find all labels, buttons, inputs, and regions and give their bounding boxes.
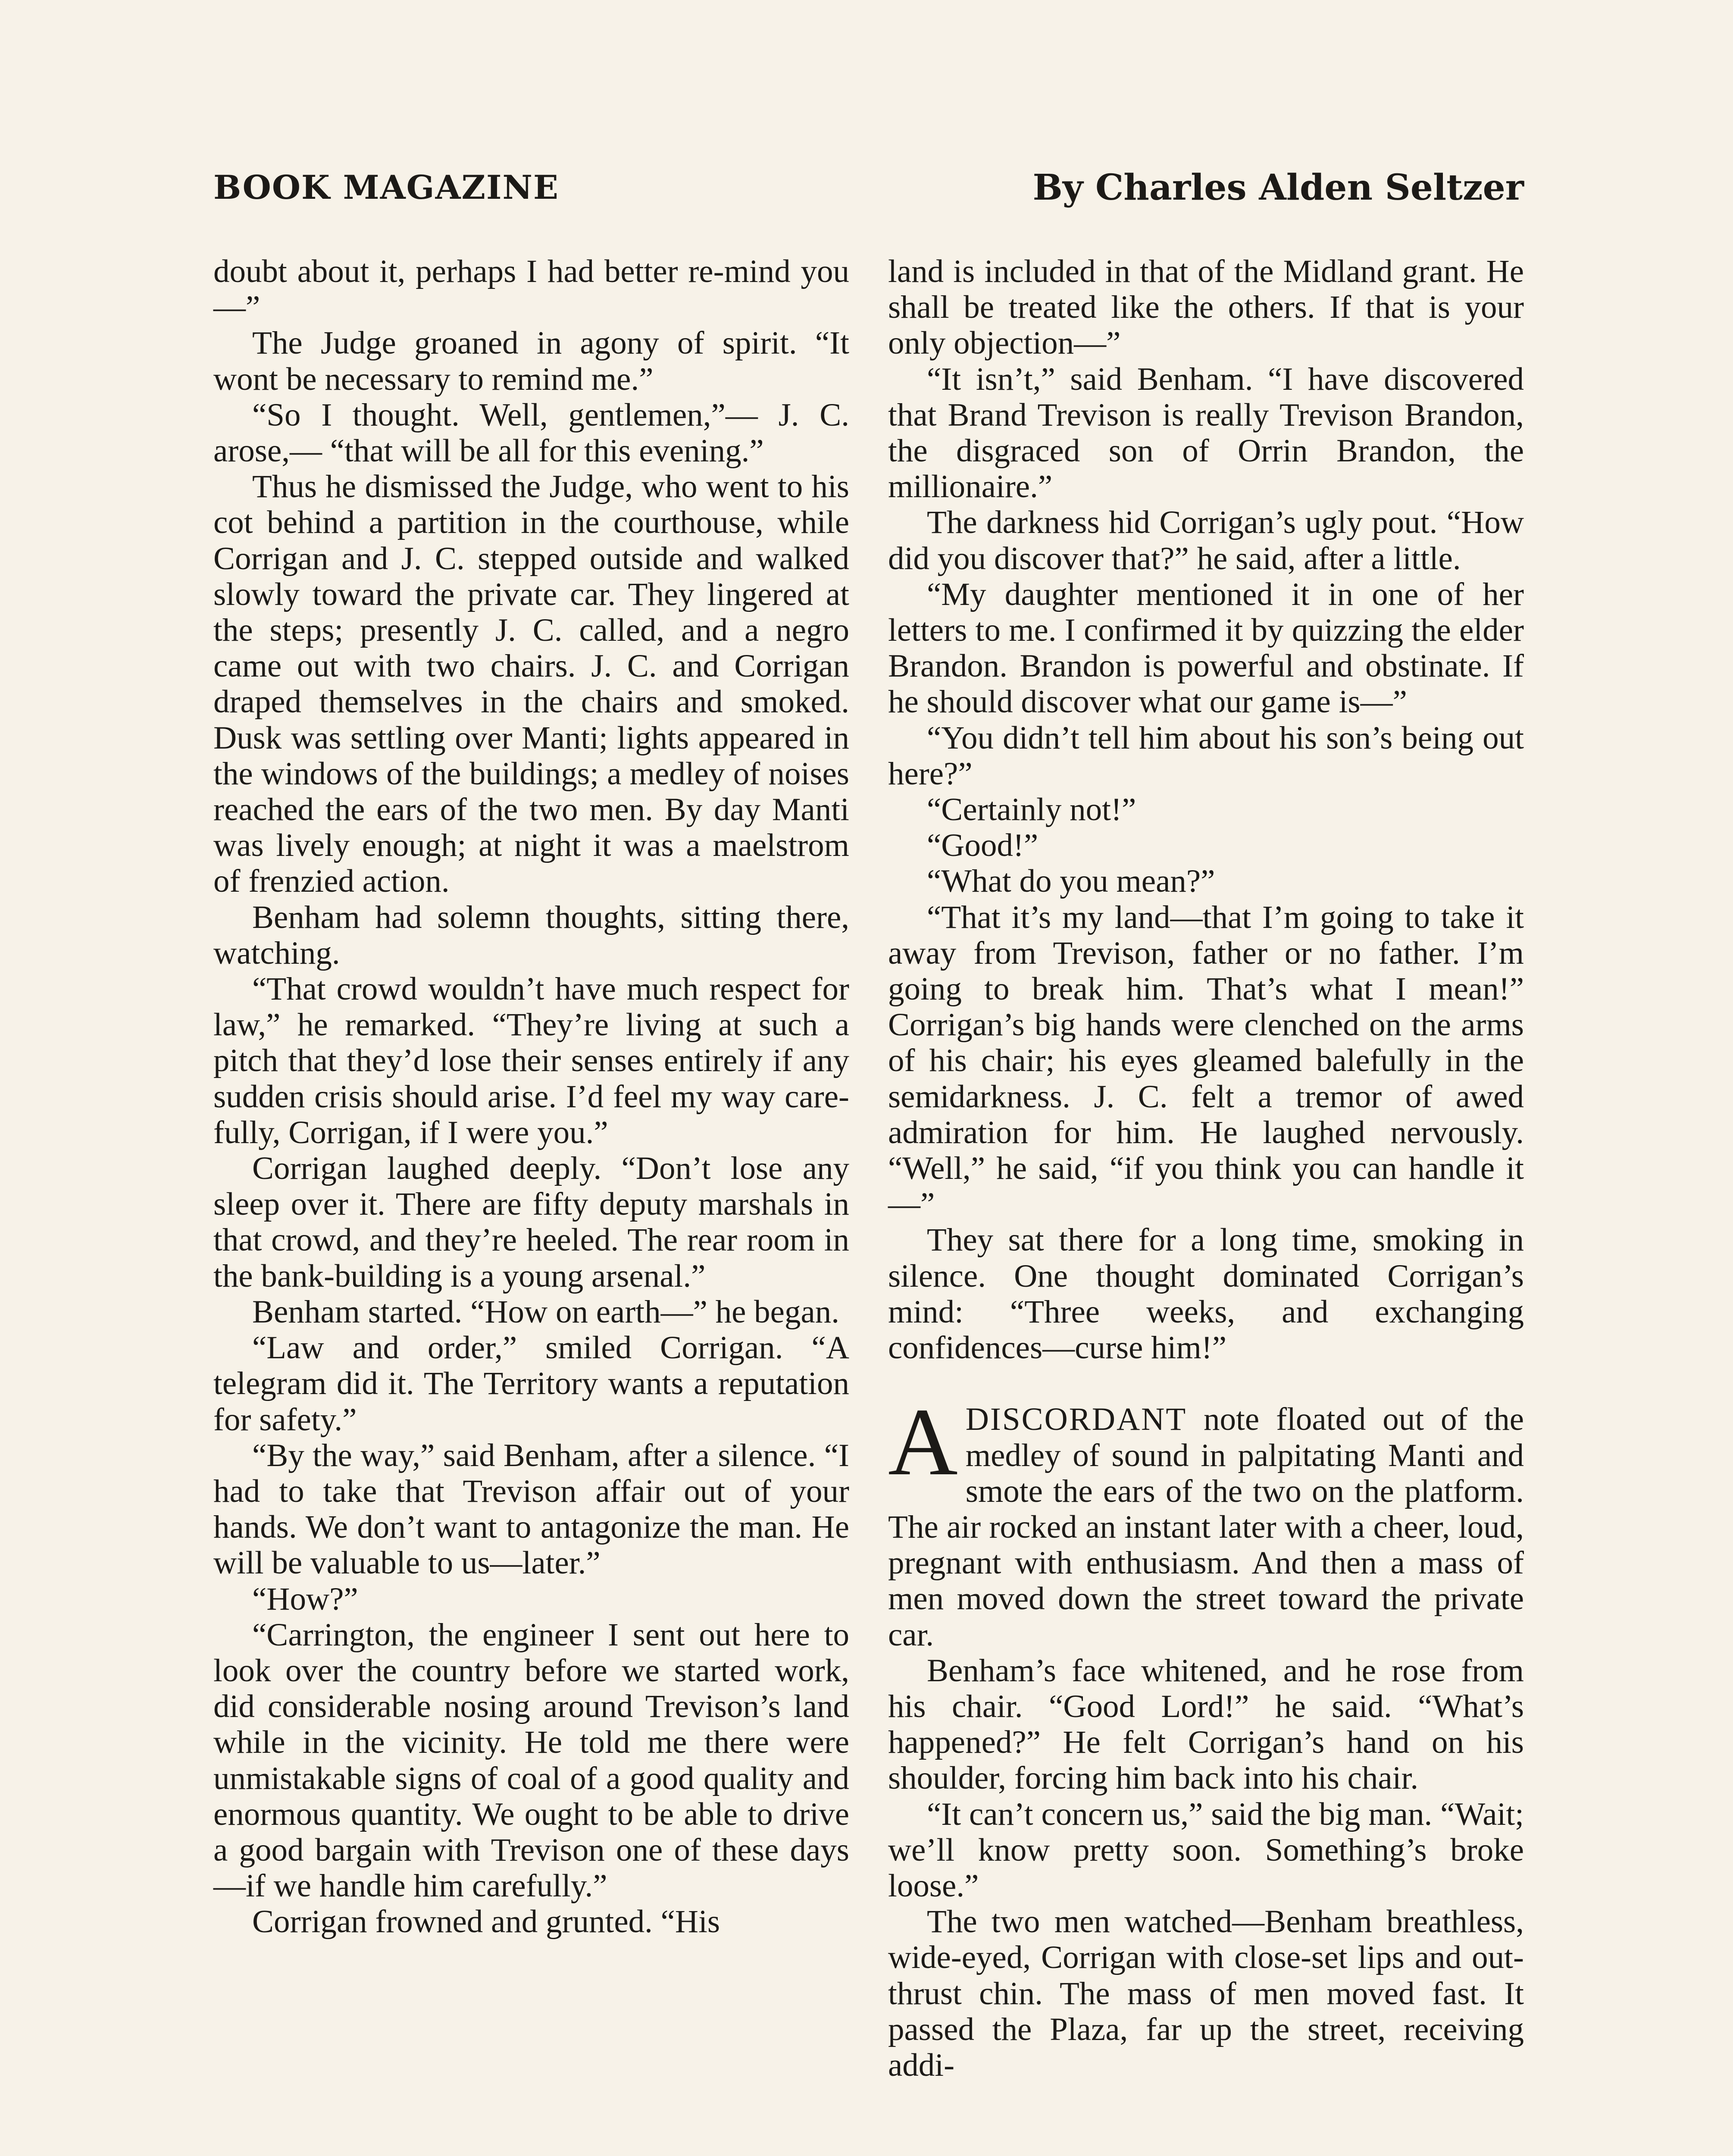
paragraph: “By the way,” said Benham, after a silence. “I had to take that Trevison affair out of your hands. We don’t want to antagonize the man. He will be valuable to us—later.”: [213, 1437, 849, 1581]
paragraph: “What do you mean?”: [927, 863, 1215, 899]
paragraph: Corrigan laughed deeply. “Don’t lose any sleep over it. There are fifty deputy marshals in that crowd, and they’re heeled. The rear room in the bank-building is a young arsenal.”: [213, 1150, 849, 1294]
paragraph: The two men watched—Benham breathless, wide-eyed, Corrigan with close-set lips and out-thrust chin. The mass of men moved fast. It passed the Plaza, far up the street, receiving addi-: [888, 1904, 1524, 2083]
section-break: [888, 1366, 1524, 1401]
paragraph: “So I thought. Well, gentlemen,”— J. C. arose,— “that will be all for this evening.”: [213, 397, 849, 469]
paragraph: “Good!”: [927, 827, 1039, 864]
paragraph: “Law and order,” smiled Corrigan. “A telegram did it. The Territory wants a reputation for safety.”: [213, 1330, 849, 1438]
paragraph: “How?”: [252, 1581, 358, 1617]
paragraph: Benham started. “How on earth—” he began.: [252, 1294, 840, 1330]
author-byline: By Charles Alden Seltzer: [1032, 167, 1524, 208]
paragraph: Corrigan frowned and grunted. “His: [252, 1904, 720, 1940]
opening-text: note floated out of the medley of sound in palpitating Manti and smote the ears of the two on the platform. The air rocked an instant later with a cheer, loud, pregnant with enthusiasm. And then a mass of men moved down the street toward the private car.: [888, 1401, 1524, 1653]
paragraph: “You didn’t tell him about his son’s being out here?”: [888, 720, 1524, 792]
paragraph: “That crowd wouldn’t have much respect for law,” he remarked. “They’re living at such a pitch that they’d lose their senses entirely if any sudden crisis should arise. I’d feel my way carefully, Corrigan, if I were you.”: [213, 971, 849, 1150]
paragraph: Benham had solemn thoughts, sitting there, watching.: [213, 899, 849, 971]
left-column: [213, 254, 849, 1940]
paragraph: “That it’s my land—that I’m going to take it away from Trevison, father or no father. I’m going to break him. That’s what I mean!” Corrigan’s big hands were clenched on the arms of his chair; his eyes gleamed balefully in the semidarkness. J. C. felt a tremor of awed admiration for him. He laughed nervously. “Well,” he said, “if you think you can handle it—”: [888, 899, 1524, 1222]
paragraph: “My daughter mentioned it in one of her letters to me. I confirmed it by quizzing the elder Brandon. Brandon is powerful and obstinate. If he should discover what our game is—”: [888, 576, 1524, 720]
magazine-title: BOOK MAGAZINE: [213, 168, 559, 207]
running-header: [213, 164, 1524, 211]
paragraph: “Carrington, the engineer I sent out here to look over the country before we started work, did considerable nosing around Trevison’s land while in the vicinity. He told me there were unmistakable signs of coal of a good quality and enormous quantity. We ought to be able to drive a good bargain with Trevison one of these days—if we handle him carefully.”: [213, 1617, 849, 1904]
paragraph: Benham’s face whitened, and he rose from his chair. “Good Lord!” he said. “What’s happened?” He felt Corrigan’s hand on his shoulder, forcing him back into his chair.: [888, 1652, 1524, 1796]
section-opening-paragraph: [888, 1388, 1524, 1653]
paragraph: The Judge groaned in agony of spirit. “It wont be necessary to remind me.”: [213, 325, 849, 397]
paragraph: They sat there for a long time, smoking in silence. One thought dominated Corrigan’s mind: “Three weeks, and exchanging confidences—curse him!”: [888, 1222, 1524, 1366]
paragraph: Thus he dismissed the Judge, who went to his cot behind a partition in the courthouse, while Corrigan and J. C. stepped outside and walked slowly toward the private car. They lingered at the steps; presently J. C. called, and a negro came out with two chairs. J. C. and Corrigan draped themselves in the chairs and smoked. Dusk was settling over Manti; lights appeared in the windows of the buildings; a medley of noises reached the ears of the two men. By day Manti was lively enough; at night it was a maelstrom of frenzied action.: [213, 469, 849, 899]
lead-in-caps: DISCORDANT: [965, 1401, 1187, 1438]
paragraph: land is included in that of the Midland grant. He shall be treated like the others. If that is your only objection—”: [888, 254, 1524, 361]
paragraph: “It isn’t,” said Benham. “I have discovered that Brand Trevison is really Trevison Brandon, the disgraced son of Orrin Brandon, the millionaire.”: [888, 361, 1524, 505]
paragraph: “Certainly not!”: [927, 792, 1136, 828]
right-column: [888, 254, 1524, 2083]
paragraph: doubt about it, perhaps I had better re-mind you—”: [213, 254, 849, 326]
drop-cap: A: [888, 1388, 958, 1496]
paragraph: The darkness hid Corrigan’s ugly pout. “How did you discover that?” he said, after a little.: [888, 505, 1524, 577]
paragraph: “It can’t concern us,” said the big man. “Wait; we’ll know pretty soon. Something’s broke loose.”: [888, 1796, 1524, 1904]
